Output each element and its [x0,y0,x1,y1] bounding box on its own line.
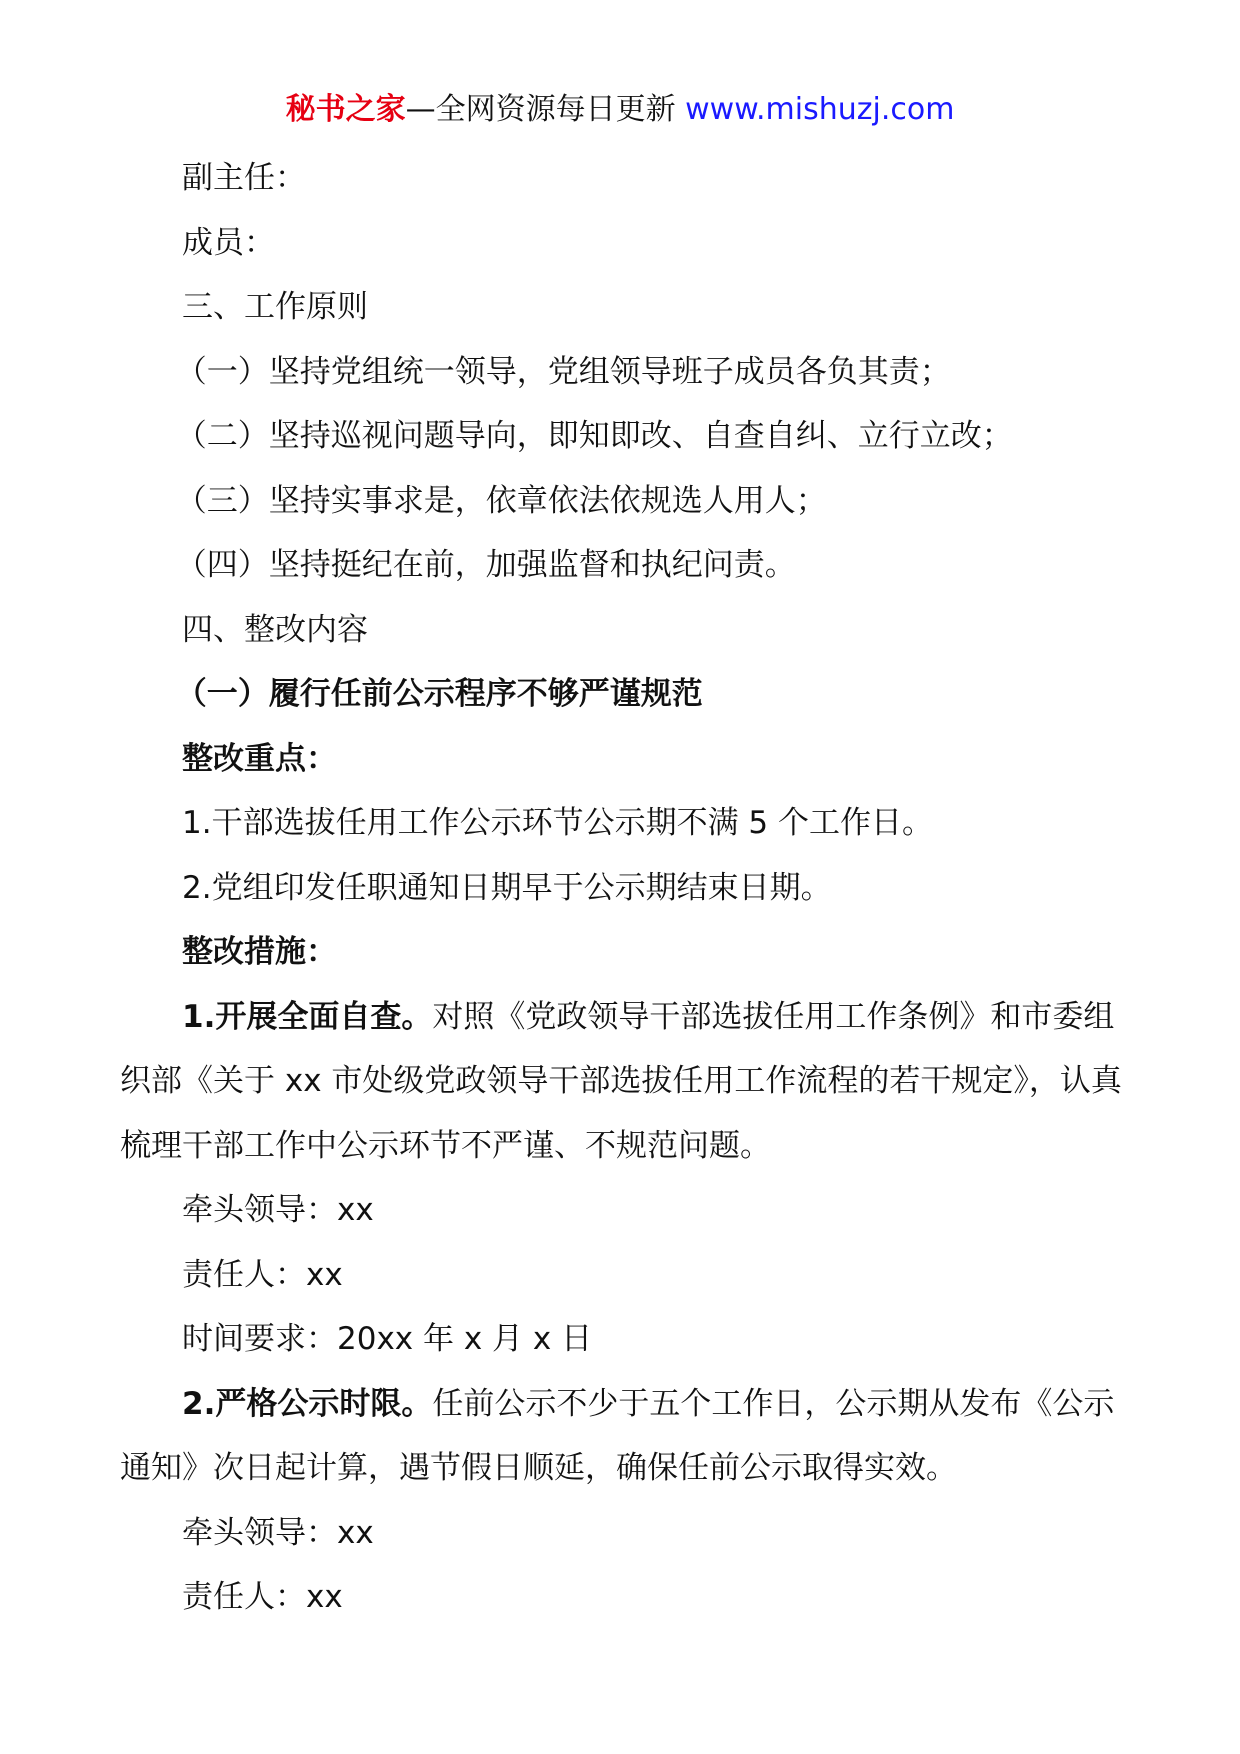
measure-2-lead: 牵头领导：xx [182,1514,374,1551]
page-header [0,86,1240,134]
measure-1-owner: 责任人：xx [182,1256,343,1293]
measure-1-deadline: 时间要求：20xx 年 x 月 x 日 [182,1321,593,1357]
principle-2: （二）坚持巡视问题导向，即知即改、自查自纠、立行立改； [175,418,1013,454]
key-point-1: 1.干部选拔任用工作公示环节公示期不满 5 个工作日。 [182,805,934,841]
measure-1 [120,985,1130,1179]
section-heading-principles: 三、工作原则 [182,289,368,325]
document-body [120,146,1130,1630]
brand-name: 秘书之家 [285,92,406,127]
header-tagline: —全网资源每日更新 [405,92,676,127]
measure-1-text: 对照《党政领导干部选拔任用工作条例》和市委组织部《关于 xx 市处级党政领导干部选拔任用工作流程的若干规定》，认真梳理干部工作中公示环节不严谨、不规范问题。 [120,998,1122,1164]
key-points-label: 整改重点： [182,740,337,777]
key-point-2: 2.党组印发任职通知日期早于公示期结束日期。 [182,869,832,906]
line-deputy-director: 副主任： [182,160,306,196]
measure-2-owner: 责任人：xx [182,1579,343,1615]
principle-1: （一）坚持党组统一领导，党组领导班子成员各负其责； [175,353,951,390]
principle-4: （四）坚持挺纪在前，加强监督和执纪问责。 [175,547,796,583]
measure-2 [120,1372,1130,1501]
measure-2-title: 2.严格公示时限。 [182,1385,433,1422]
measure-1-lead: 牵头领导：xx [182,1192,374,1228]
site-url[interactable]: www.mishuzj.com [685,92,955,127]
principle-3: （三）坚持实事求是，依章依法依规选人用人； [175,482,827,519]
line-members: 成员： [182,224,275,261]
measure-2-text: 任前公示不少于五个工作日，公示期从发布《公示通知》次日起计算，遇节假日顺延，确保任前公示取得实效。 [120,1385,1115,1486]
section-heading-content: 四、整改内容 [182,611,368,648]
measure-1-title: 1.开展全面自查。 [182,998,433,1035]
measures-label: 整改措施： [182,934,337,970]
subsection-heading-1: （一）履行任前公示程序不够严谨规范 [175,676,703,712]
